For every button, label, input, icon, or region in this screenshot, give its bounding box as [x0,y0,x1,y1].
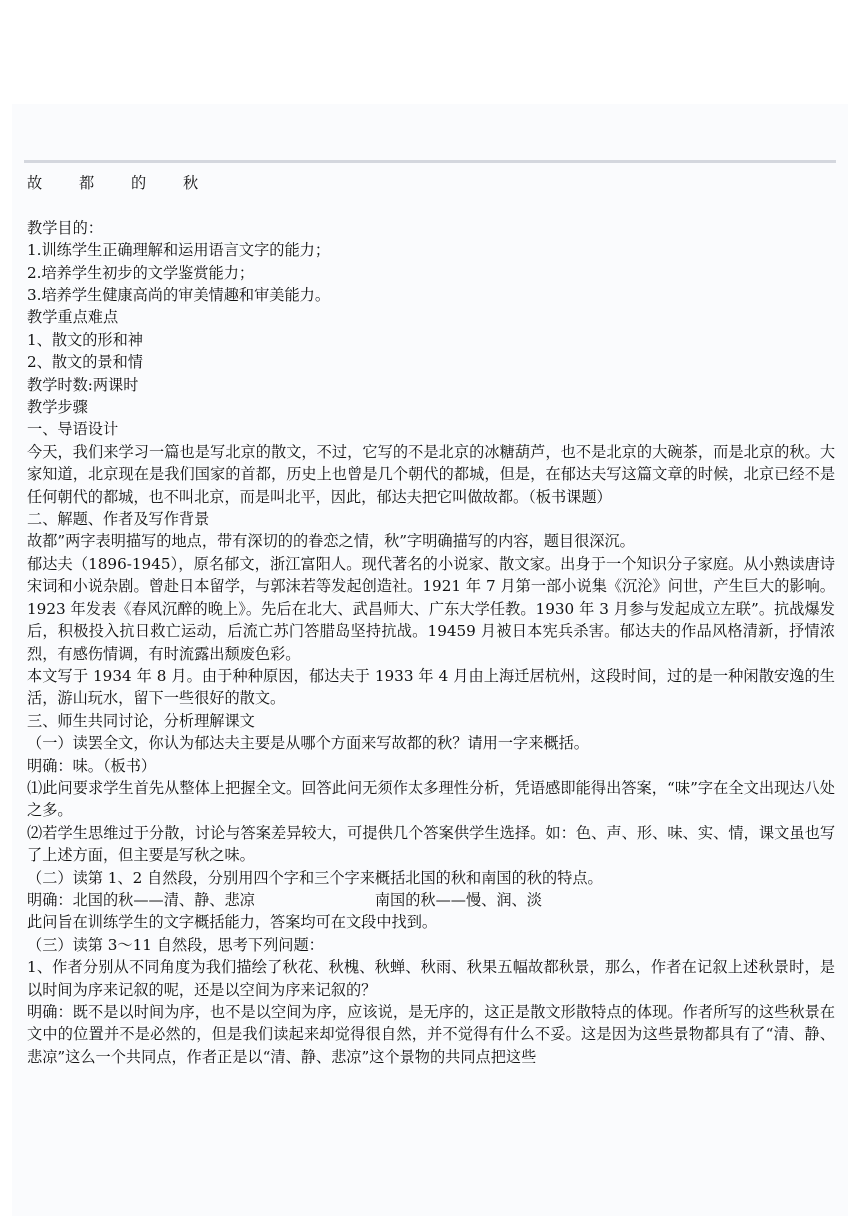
answer-1: 明确：味。（板书） [27,756,157,775]
step2-heading: 二、解题、作者及写作背景 [27,510,210,529]
key-heading: 教学重点难点 [27,308,119,327]
steps-heading: 教学步骤 [27,398,88,417]
document-body [27,172,835,1068]
answer-1-note: ⑴此问要求学生首先从整体上把握全文。回答此问无须作太多理性分析，凭语感即能得出答案，“味”字在全文出现达八处之多。 [27,778,835,820]
step1-heading: 一、导语设计 [27,420,119,439]
step2-paragraph: 故都”两字表明描写的地点，带有深切的的眷恋之情，秋”字明确描写的内容，题目很深沉。 [27,532,635,551]
question-3: （三）读第 3～11 自然段，思考下列问题： [27,935,324,954]
step1-text: 今天，我们来学习一篇也是写北京的散文，不过，它写的不是北京的冰糖葫芦，也不是北京的大碗茶，而是北京的秋。大家知道，北京现在是我们国家的首都，历史上也曾是几个朝代的都城，但是，在郁达夫写这篇文章的时候，北京已经不是任何朝代的都城，也不叫北京，而是叫北平，因此，郁达夫把它叫做故都。（板书课题） [27,442,835,506]
step2-paragraph: 郁达夫（1896-1945），原名郁文，浙江富阳人。现代著名的小说家、散文家。出身于一个知识分子家庭。从小熟读唐诗宋词和小说杂剧。曾赴日本留学，与郭沫若等发起创造社。1921 年 7 月第一部小说集《沉沦》问世，产生巨大的影响。1923 年发表《春风沉醉的晚上》。先后在北大、武昌师大、广东大学任教。1930 年 3 月参与发起成立左联”。抗战爆发后，积极投入抗日救亡运动，后流亡苏门答腊岛坚持抗战。19459 月被日本宪兵杀害。郁达夫的作品风格清新，抒情浓烈，有感伤情调，有时流露出颓废色彩。 [27,554,835,663]
question-2: （二）读第 1、2 自然段，分别用四个字和三个字来概括北国的秋和南国的秋的特点。 [27,868,603,887]
header-rule [24,160,836,163]
key-item: 1、散文的形和神 [27,330,143,349]
teaching-hours: 教学时数:两课时 [27,375,139,394]
answer-2-note: 此问旨在训练学生的文字概括能力，答案均可在文段中找到。 [27,913,438,932]
goal-item: 3.培养学生健康高尚的审美情趣和审美能力。 [27,286,331,305]
document-title: 故 都 的 秋 [27,174,215,192]
answer-3-1: 明确：既不是以时间为序，也不是以空间为序，应该说，是无序的，这正是散文形散特点的体现。作者所写的这些秋景在文中的位置并不是必然的，但是我们读起来却觉得很自然，并不觉得有什么不妥。这是因为这些景物都具有了“清、静、悲凉”这么一个共同点，作者正是以“清、静、悲凉”这个景物的共同点把这些 [27,1003,835,1066]
key-item: 2、散文的景和情 [27,353,143,372]
answer-2-south: 南国的秋——慢、润、淡 [374,890,542,909]
step2-paragraph: 本文写于 1934 年 8 月。由于种种原因，郁达夫于 1933 年 4 月由上海迁居杭州，这段时间，过的是一种闲散安逸的生活，游山玩水，留下一些很好的散文。 [27,666,835,708]
goals-heading: 教学目的： [27,218,103,237]
question-3-1: 1、作者分别从不同角度为我们描绘了秋花、秋槐、秋蝉、秋雨、秋果五幅故都秋景，那么，作者在记叙上述秋景时，是以时间为序来记叙的呢，还是以空间为序来记叙的？ [27,958,835,999]
goal-item: 2.培养学生初步的文学鉴赏能力； [27,263,255,282]
goal-item: 1.训练学生正确理解和运用语言文字的能力； [27,241,331,260]
answer-1-note: ⑵若学生思维过于分散，讨论与答案差异较大，可提供几个答案供学生选择。如：色、声、形、味、实、情，课文虽也写了上述方面，但主要是写秋之味。 [27,823,835,865]
document-page [12,104,848,1216]
step3-heading: 三、师生共同讨论，分析理解课文 [27,711,255,730]
question-1: （一）读罢全文，你认为郁达夫主要是从哪个方面来写故都的秋？请用一字来概括。 [27,734,589,753]
answer-2 [27,889,835,911]
answer-2-north: 明确：北国的秋——清、静、悲凉 [27,890,255,909]
